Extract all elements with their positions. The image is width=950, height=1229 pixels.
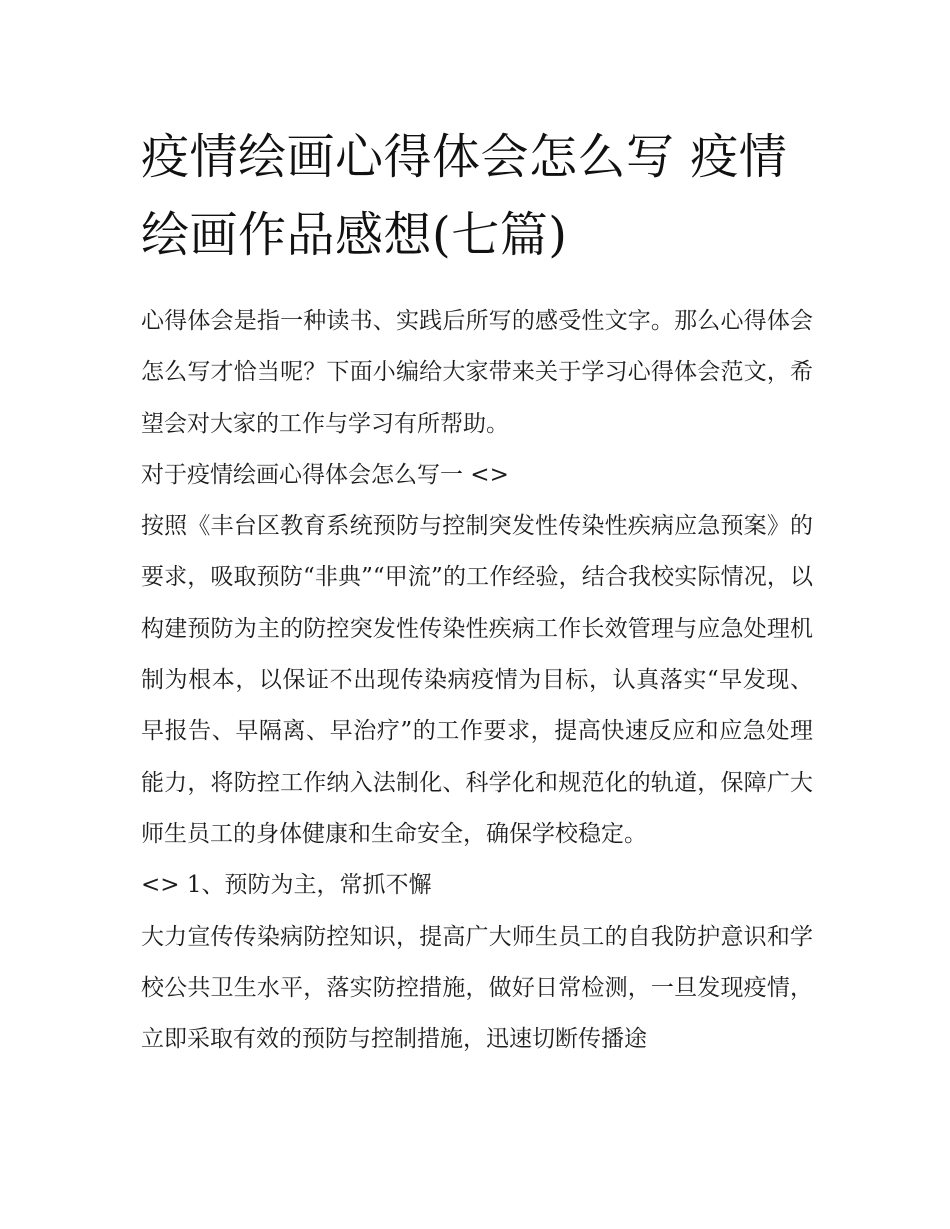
intro-paragraph: 心得体会是指一种读书、实践后所写的感受性文字。那么心得体会怎么写才恰当呢？下面小编给大家带来关于学习心得体会范文，希望会对大家的工作与学习有所帮助。 (141, 308, 813, 437)
body-paragraph: 大力宣传传染病防控知识，提高广大师生员工的自我防护意识和学校公共卫生水平，落实防控措施，做好日常检测，一旦发现疫情，立即采取有效的预防与控制措施，迅速切断传播途 (141, 923, 813, 1053)
subsection-heading: <> 1、预防为主，常抓不懈 (141, 872, 432, 899)
section-heading: 对于疫情绘画心得体会怎么写一 <> (141, 461, 509, 488)
body-paragraph: 按照《丰台区教育系统预防与控制突发性传染性疾病应急预案》的要求，吸取预防“非典”“甲流”的工作经验，结合我校实际情况，以构建预防为主的防控突发性传染性疾病工作长效管理与应急处理机制为根本，以保证不出现传染病疫情为目标，认真落实“早发现、早报告、早隔离、早治疗”的工作要求，提高快速反应和应急处理能力，将防控工作纳入法制化、科学化和规范化的轨道，保障广大师生员工的身体健康和生命安全，确保学校稳定。 (141, 513, 813, 847)
document-title: 疫情绘画心得体会怎么写 疫情绘画作品感想(七篇) (141, 129, 788, 263)
document-body (141, 118, 813, 1065)
